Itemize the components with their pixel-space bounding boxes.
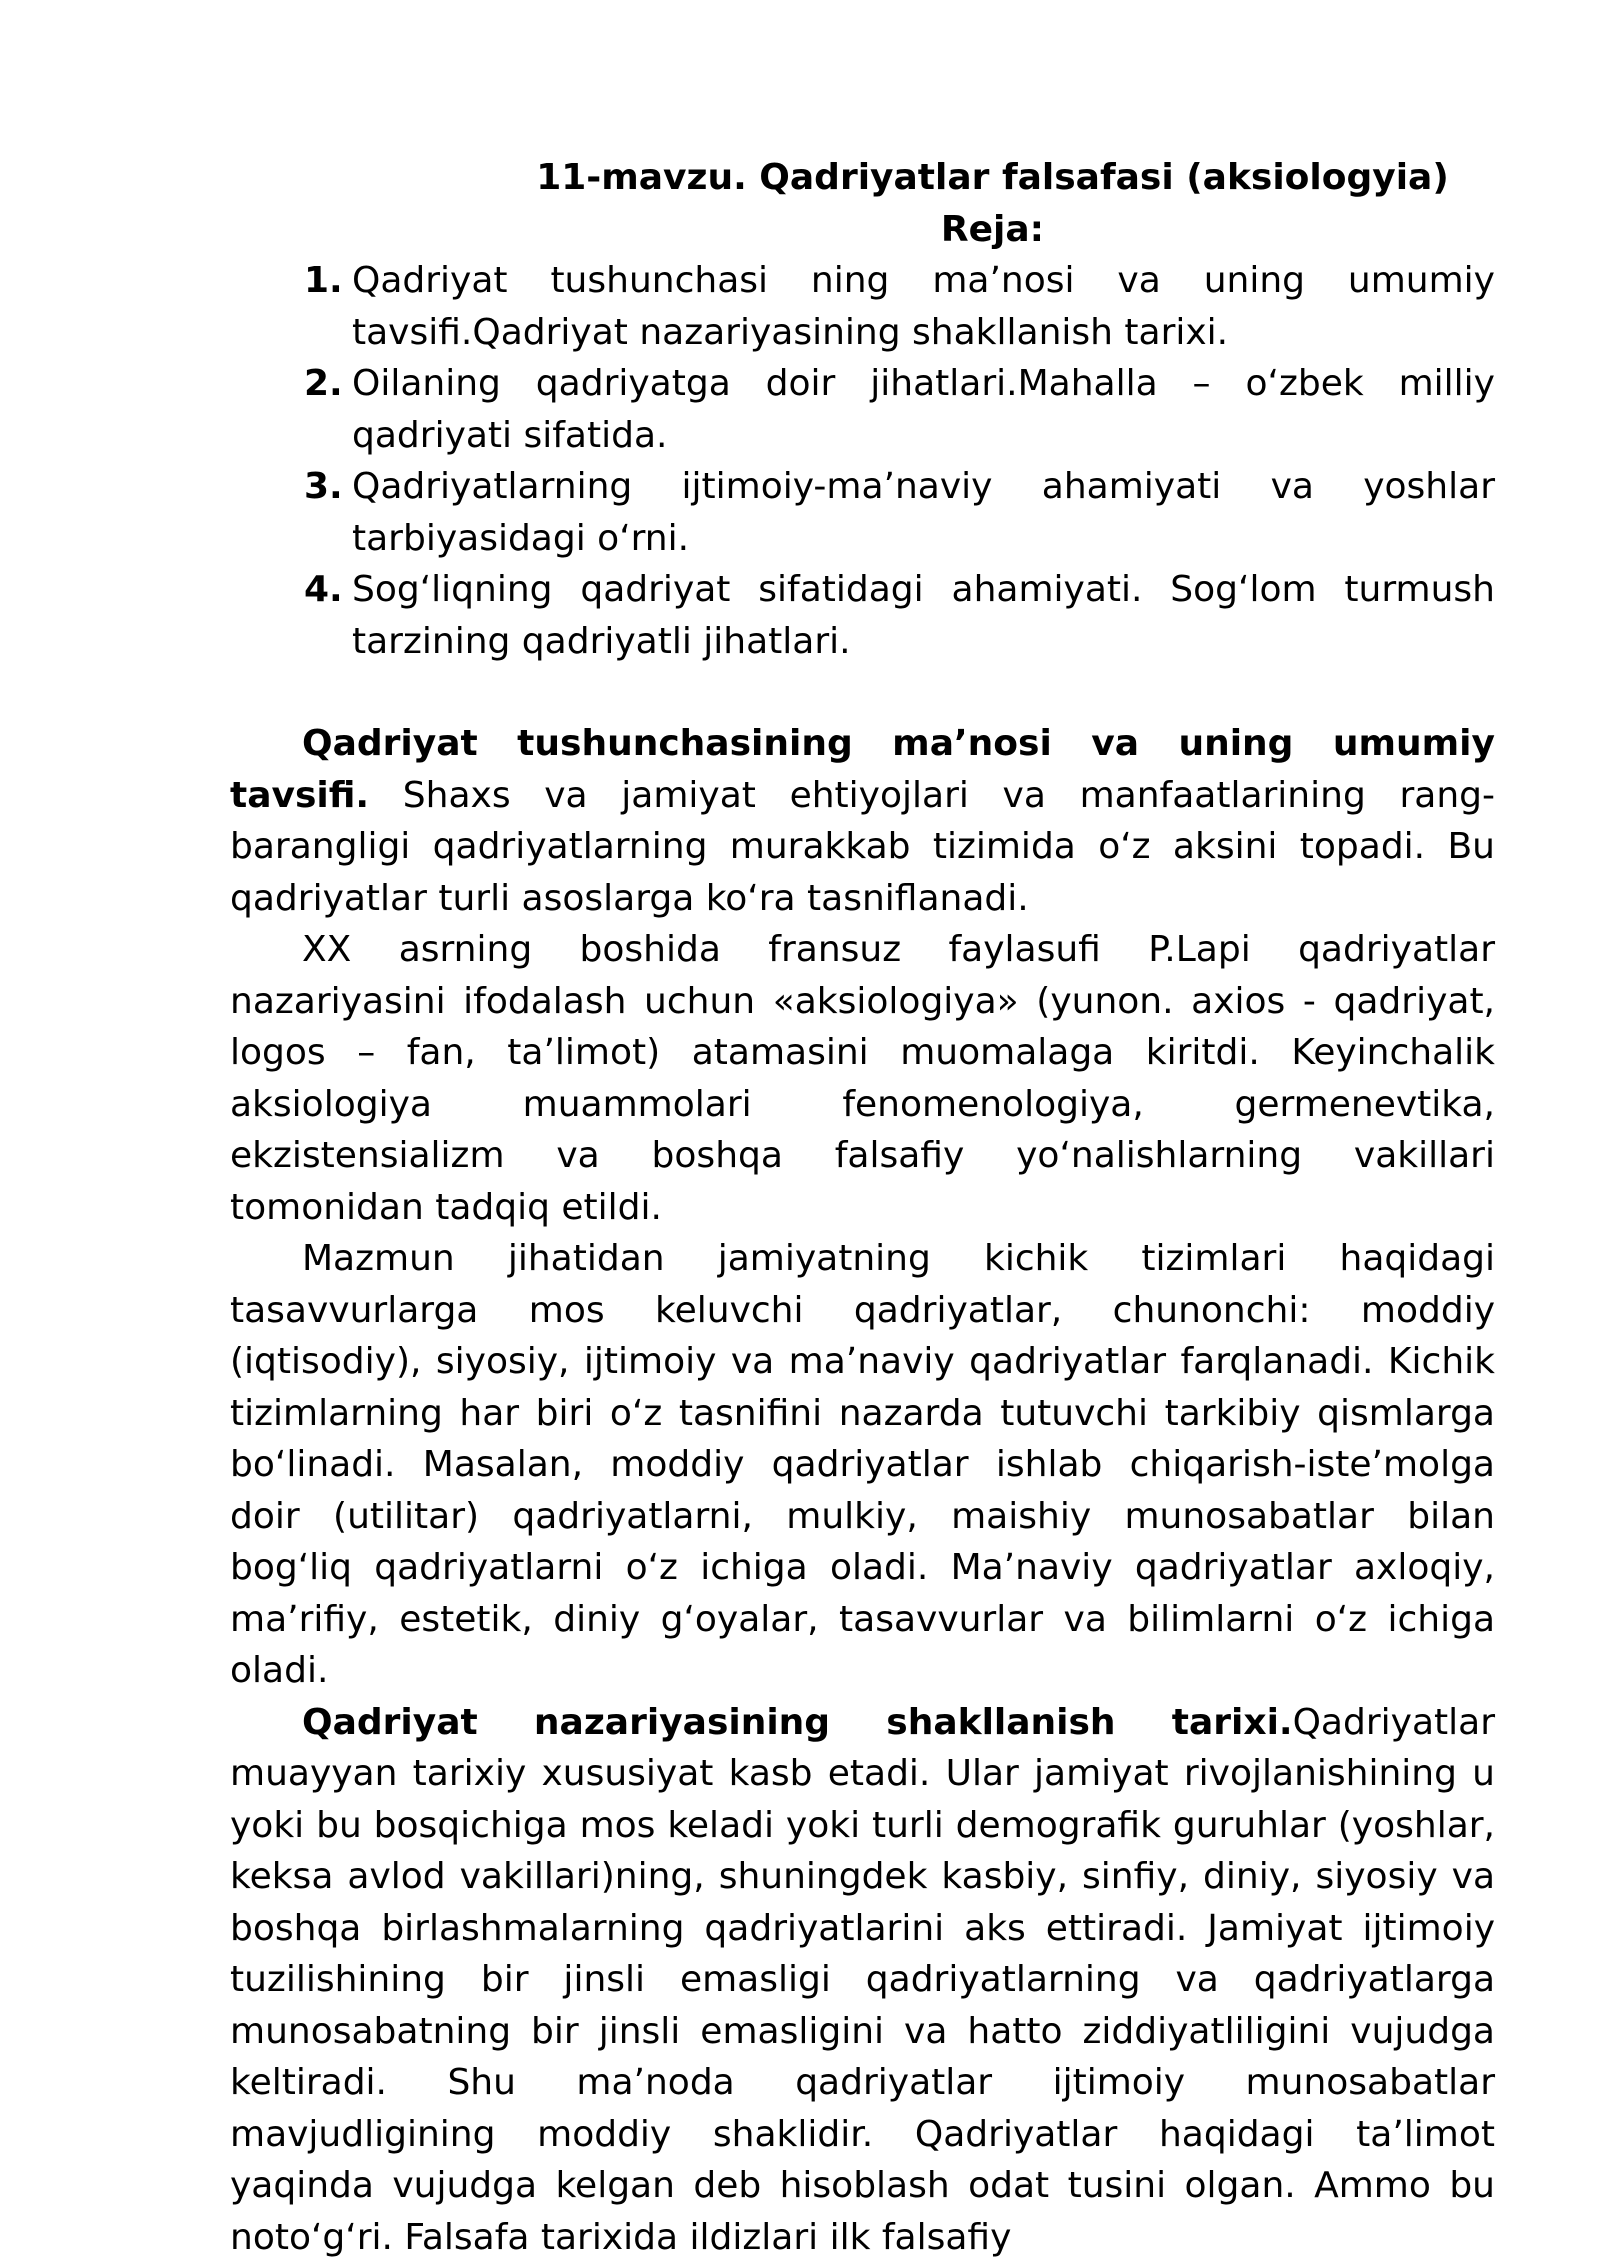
paragraph-4 xyxy=(230,1697,1495,2263)
plan-item-1 xyxy=(352,255,1495,358)
paragraph-text: Mazmun jihatidan jamiyatning kichik tizimlari haqidagi tasavvurlarga mos keluvchi qadriyatlar, chunonchi: moddiy (iqtisodiy), siyosiy, ijtimoiy va ma’naviy qadriyatlar farqlanadi. Kichik tizimlarning har biri o‘z tasnifini nazarda tutuvchi tarkibiy qismlarga bo‘linadi. Masalan, moddiy qadriyatlar ishlab chiqarish-iste’molga doir (utilitar) qadriyatlarni, mulkiy, maishiy munosabatlar bilan bog‘liq qadriyatlarni o‘z ichiga oladi. Ma’naviy qadriyatlar axloqiy, ma’rifiy, estetik, diniy g‘oyalar, tasavvurlar va bilimlarni o‘z ichiga oladi. xyxy=(230,1238,1495,1691)
plan-item-3 xyxy=(352,461,1495,564)
document-title: 11-mavzu. Qadriyatlar falsafasi (aksiologyia) xyxy=(230,152,1495,204)
paragraph-text: XX asrning boshida fransuz faylasufi P.Lapi qadriyatlar nazariyasini ifodalash uchun «aksiologiya» (yunon. axios - qadriyat, logos – fan, ta’limot) atamasini muomalaga kiritdi. Keyinchalik aksiologiya muammolari fenomenologiya, germenevtika, ekzistensializm va boshqa falsafiy yo‘nalishlarning vakillari tomonidan tadqiq etildi. xyxy=(230,929,1495,1228)
plan-item-number: 3. xyxy=(304,461,343,513)
plan-item-number: 4. xyxy=(304,564,343,616)
plan-item-text: Sog‘liqning qadriyat sifatidagi ahamiyati. Sog‘lom turmush tarzining qadriyatli jihatlari. xyxy=(352,569,1495,662)
paragraph-text: Shaxs va jamiyat ehtiyojlari va manfaatlarining rang-barangligi qadriyatlarning murakkab tizimida o‘z aksini topadi. Bu qadriyatlar turli asoslarga ko‘ra tasniflanadi. xyxy=(230,775,1495,919)
paragraph-text: Qadriyatlar muayyan tarixiy xususiyat kasb etadi. Ular jamiyat rivojlanishining u yoki bu bosqichiga mos keladi yoki turli demografik guruhlar (yoshlar, keksa avlod vakillari)ning, shuningdek kasbiy, sinfiy, diniy, siyosiy va boshqa birlashmalarning qadriyatlarini aks ettiradi. Jamiyat ijtimoiy tuzilishining bir jinsli emasligi qadriyatlarning va qadriyatlarga munosabatning bir jinsli emasligini va hatto ziddiyatliligini vujudga keltiradi. Shu ma’noda qadriyatlar ijtimoiy munosabatlar mavjudligining moddiy shaklidir. Qadriyatlar haqidagi ta’limot yaqinda vujudga kelgan deb hisoblash odat tusini olgan. Ammo bu noto‘g‘ri. Falsafa tarixida ildizlari ilk falsafiy xyxy=(230,1702,1495,2258)
document-page xyxy=(230,152,1495,2263)
plan-item-text: Qadriyat tushunchasi ning ma’nosi va uning umumiy tavsifi.Qadriyat nazariyasining shakllanish tarixi. xyxy=(352,260,1495,353)
paragraph-1 xyxy=(230,718,1495,924)
paragraph-3 xyxy=(230,1233,1495,1697)
plan-list xyxy=(230,255,1495,667)
paragraph-heading: Qadriyat tushunchasining ma’nosi va uning umumiy tavsifi. xyxy=(230,723,1495,816)
section-spacer xyxy=(230,667,1495,718)
plan-item-4 xyxy=(352,564,1495,667)
plan-item-number: 2. xyxy=(304,358,343,410)
plan-heading: Reja: xyxy=(230,204,1495,256)
plan-item-number: 1. xyxy=(304,255,343,307)
plan-item-text: Qadriyatlarning ijtimoiy-ma’naviy ahamiyati va yoshlar tarbiyasidagi o‘rni. xyxy=(352,466,1495,559)
plan-item-2 xyxy=(352,358,1495,461)
plan-item-text: Oilaning qadriyatga doir jihatlari.Mahalla – o‘zbek milliy qadriyati sifatida. xyxy=(352,363,1495,456)
paragraph-2 xyxy=(230,924,1495,1233)
paragraph-heading: Qadriyat nazariyasining shakllanish tarixi. xyxy=(302,1702,1293,1743)
